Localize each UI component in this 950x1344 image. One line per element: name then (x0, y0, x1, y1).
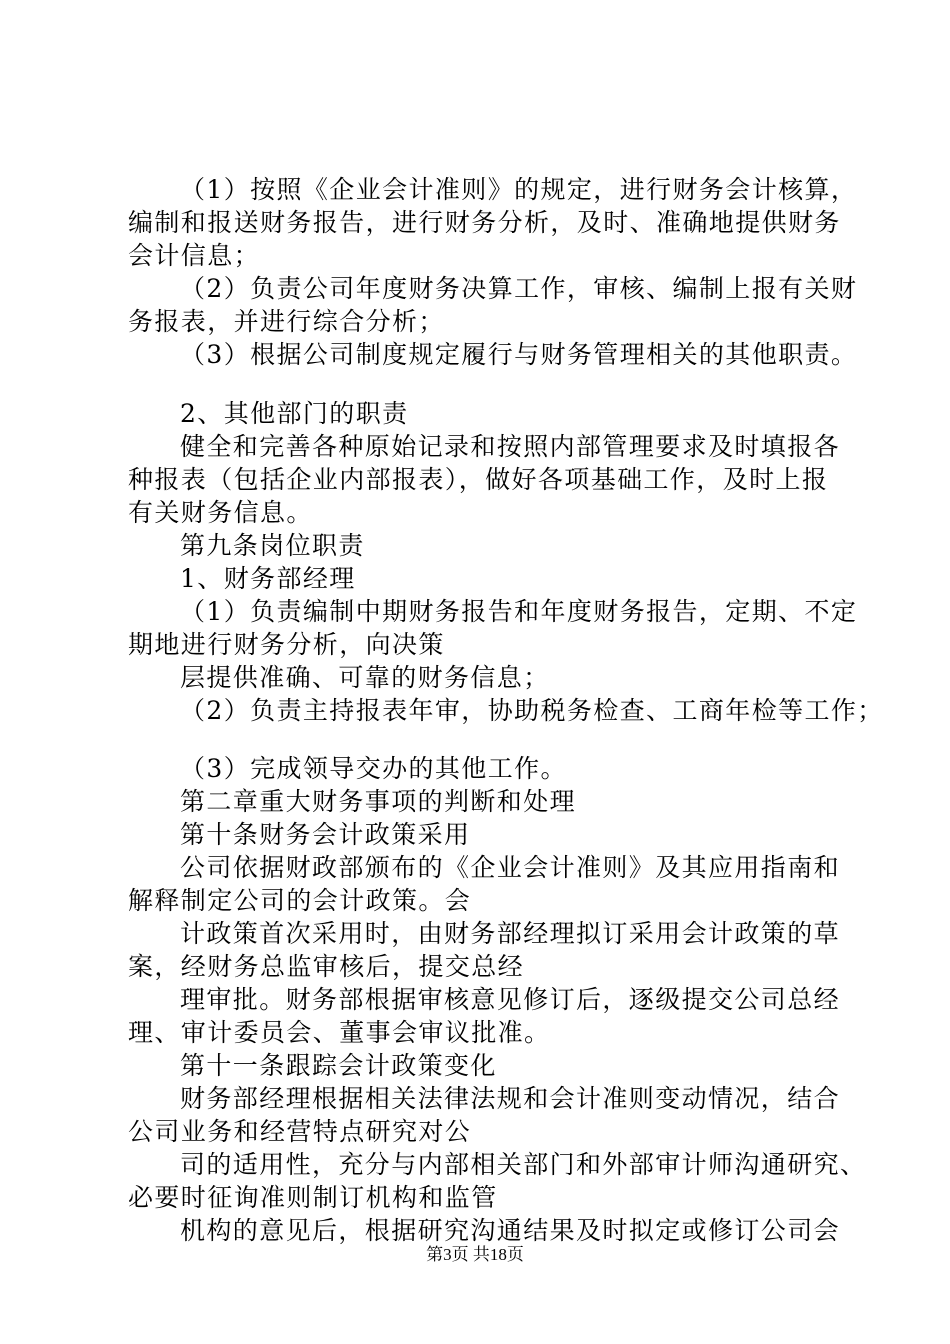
chapter-heading: 第二章重大财务事项的判断和处理 (180, 787, 577, 816)
text-line: （3）根据公司制度规定履行与财务管理相关的其他职责。 (180, 340, 858, 369)
page-footer (0, 1244, 950, 1266)
text-line: 公司依据财政部颁布的《企业会计准则》及其应用指南和 (180, 853, 841, 882)
text-line: 会计信息； (128, 241, 261, 270)
text-line: 机构的意见后，根据研究沟通结果及时拟定或修订公司会 (180, 1216, 841, 1245)
text-line: 必要时征询准则制订机构和监管 (128, 1183, 498, 1212)
text-line: 解释制定公司的会计政策。会 (128, 886, 472, 915)
text-line: 计政策首次采用时，由财务部经理拟订采用会计政策的草 (180, 919, 841, 948)
text-line: 理审批。财务部根据审核意见修订后，逐级提交公司总经 (180, 985, 841, 1014)
text-line: （2）负责主持报表年审，协助税务检查、工商年检等工作； (180, 696, 884, 725)
text-line: 案，经财务总监审核后，提交总经 (128, 952, 525, 981)
text-line: 有关财务信息。 (128, 498, 313, 527)
text-line: 期地进行财务分析，向决策 (128, 630, 445, 659)
text-line: （3）完成领导交办的其他工作。 (180, 754, 567, 783)
article-heading: 第十条财务会计政策采用 (180, 820, 471, 849)
text-line: （2）负责公司年度财务决算工作，审核、编制上报有关财 (180, 274, 858, 303)
text-line: 务报表，并进行综合分析； (128, 307, 445, 336)
text-line: 公司业务和经营特点研究对公 (128, 1117, 472, 1146)
article-heading: 第九条岗位职责 (180, 531, 365, 560)
section-heading: 2、其他部门的职责 (180, 399, 409, 428)
text-line: 编制和报送财务报告，进行财务分析，及时、准确地提供财务 (128, 208, 841, 237)
section-heading: 1、财务部经理 (180, 564, 356, 593)
text-line: 层提供准确、可靠的财务信息； (180, 663, 550, 692)
text-line: 财务部经理根据相关法律法规和会计准则变动情况，结合 (180, 1084, 841, 1113)
text-line: （1）负责编制中期财务报告和年度财务报告，定期、不定 (180, 597, 858, 626)
text-line: 种报表（包括企业内部报表），做好各项基础工作，及时上报 (128, 465, 829, 494)
text-line: 司的适用性，充分与内部相关部门和外部审计师沟通研究、 (180, 1150, 867, 1179)
text-line: （1）按照《企业会计准则》的规定，进行财务会计核算， (180, 175, 858, 204)
text-line: 理、审计委员会、董事会审议批准。 (128, 1018, 551, 1047)
text-line: 健全和完善各种原始记录和按照内部管理要求及时填报各 (180, 432, 841, 461)
page-number: 第3页 共18页 (426, 1245, 524, 1264)
article-heading: 第十一条跟踪会计政策变化 (180, 1051, 497, 1080)
